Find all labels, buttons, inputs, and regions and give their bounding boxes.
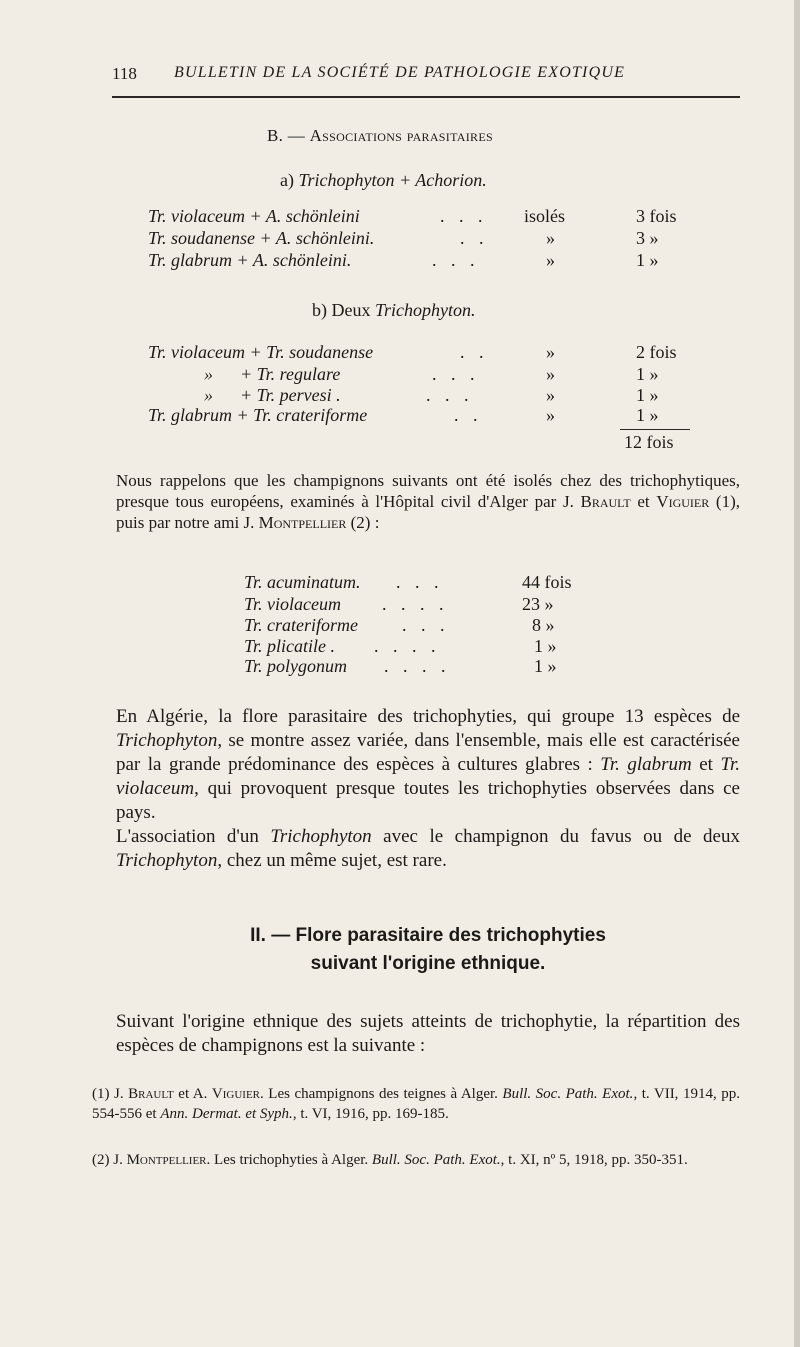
row-status: » — [546, 250, 555, 270]
text: (2) : — [346, 513, 380, 532]
text: (1) J. — [92, 1086, 129, 1102]
row-dots: . . . — [432, 364, 480, 384]
table-row — [204, 364, 708, 386]
italic-text: Tr. violaceum — [116, 754, 741, 799]
text: (1), puis par notre ami J. — [116, 492, 740, 532]
text: , chez un même sujet, est rare. — [217, 850, 447, 871]
sum-rule — [620, 429, 690, 430]
header-rule — [112, 96, 740, 98]
table-row — [148, 405, 708, 427]
author-name: Brault — [580, 492, 631, 511]
italic-text: Tr. glabrum — [600, 754, 692, 775]
text: , t. XI, nº 5, 1918, pp. 350-351. — [500, 1152, 688, 1168]
author-name: Viguier — [211, 1086, 261, 1102]
section-b-letter: B. — — [267, 126, 310, 145]
text: , t. VII, 1914, pp. 554-556 et — [92, 1086, 740, 1122]
row-status: isolés — [524, 206, 566, 226]
row-name: Tr. plicatile . — [244, 636, 336, 656]
row-count: 1 » — [534, 636, 557, 656]
row-dots: . . . — [440, 206, 488, 226]
row-status: » — [546, 385, 555, 405]
row-count: 2 fois — [636, 342, 677, 362]
table-row — [148, 250, 708, 272]
row-dots: . . . — [402, 615, 450, 635]
row-count: 1 » — [534, 656, 557, 676]
table-row — [244, 615, 644, 637]
text: , qui provoquent presque toutes les trichophyties observées dans ce pays. — [116, 778, 740, 823]
row-name: Tr. glabrum + Tr. crateriforme — [148, 405, 368, 425]
text: et — [691, 754, 721, 775]
table-row — [244, 594, 644, 616]
row-dots: . . . — [432, 250, 480, 270]
row-status: » — [546, 228, 555, 248]
paragraph-references — [116, 470, 740, 533]
italic-text: Trichophyton — [116, 730, 218, 751]
row-dots: . . . . — [382, 594, 449, 614]
row-name: Tr. soudanense + A. schönleini. — [148, 228, 375, 248]
row-name: Tr. violaceum + Tr. soudanense — [148, 342, 374, 362]
italic-text: Bull. Soc. Path. Exot. — [371, 1152, 501, 1168]
row-dots: . . — [454, 405, 483, 425]
row-count: 3 » — [636, 228, 659, 248]
paragraph-algeria — [116, 705, 740, 825]
subsection-b-heading — [312, 300, 476, 321]
table-row — [148, 228, 708, 250]
row-count: 1 » — [636, 250, 659, 270]
row-status: » — [546, 405, 555, 425]
row-dots: . . . — [426, 385, 474, 405]
row-count: 1 » — [636, 405, 659, 425]
section-2-line2: suivant l'origine ethnique. — [310, 953, 546, 974]
section-b-title: Associations parasitaires — [309, 126, 493, 145]
running-header — [112, 64, 740, 94]
row-dots: . . — [460, 228, 489, 248]
italic-text: Trichophyton — [270, 826, 372, 847]
page-number: 118 — [112, 64, 137, 83]
section-b-heading — [267, 126, 493, 146]
paragraph-ethnic: Suivant l'origine ethnique des sujets atteints de trichophytie, la répartition des espèces de champignons est la suivante : — [116, 1011, 740, 1056]
footnote-1 — [92, 1084, 740, 1124]
row-dots: . . — [460, 342, 489, 362]
italic-text: Trichophyton — [116, 850, 218, 871]
author-name: Brault — [128, 1086, 174, 1102]
row-count: 8 » — [532, 615, 555, 635]
text: , se montre assez variée, dans l'ensemble, mais elle est caractérisée par la grande prédominance des espèces à cultures glabres : — [116, 730, 740, 775]
table-row — [244, 572, 644, 594]
row-name: Tr. violaceum + A. schönleini — [148, 206, 360, 226]
text: L'association d'un — [116, 826, 271, 847]
author-name: Montpellier — [126, 1152, 207, 1168]
row-dots: . . . . — [374, 636, 441, 656]
row-status: » — [546, 364, 555, 384]
running-title: BULLETIN DE LA SOCIÉTÉ DE PATHOLOGIE EXOTIQUE — [174, 64, 626, 81]
subsection-b-label: b) Deux — [312, 300, 375, 320]
row-name: Tr. glabrum + A. schönleini. — [148, 250, 352, 270]
text: et — [630, 492, 657, 511]
table-row — [204, 385, 708, 407]
section-2-heading — [116, 922, 740, 978]
row-status: » — [546, 342, 555, 362]
table-total — [624, 432, 724, 454]
table-row — [244, 656, 644, 678]
text: avec le champignon du favus ou de deux — [371, 826, 740, 847]
subsection-b-title: Trichophyton. — [374, 300, 476, 320]
table-row — [148, 342, 708, 364]
row-name: Tr. polygonum — [244, 656, 348, 676]
row-name: » + Tr. pervesi . — [204, 385, 341, 405]
row-count: 23 » — [522, 594, 554, 614]
text: (2) J. — [92, 1152, 127, 1168]
table-row — [148, 206, 708, 228]
row-count: 1 » — [636, 364, 659, 384]
author-name: Montpellier — [258, 513, 347, 532]
text: , t. VI, 1916, pp. 169-185. — [292, 1106, 449, 1122]
text: Nous rappelons que les champignons suivants ont été isolés chez des trichophytiques, presque tous européens, examinés à l'Hôpital civil d'Alger par J. — [116, 471, 740, 511]
paragraph-association — [116, 825, 740, 873]
row-dots: . . . — [396, 572, 444, 592]
subsection-a-heading — [280, 170, 487, 191]
row-count: 44 fois — [522, 572, 572, 592]
row-name: Tr. crateriforme — [244, 615, 359, 635]
footnote-2 — [92, 1150, 740, 1170]
text: En Algérie, la flore parasitaire des trichophyties, qui groupe 13 espèces de — [116, 706, 740, 727]
italic-text: Ann. Dermat. et Syph. — [160, 1106, 293, 1122]
text: et A. — [173, 1086, 212, 1102]
text: . Les champignons des teignes à Alger. — [260, 1086, 503, 1102]
row-dots: . . . . — [384, 656, 451, 676]
row-name: Tr. violaceum — [244, 594, 341, 614]
italic-text: Bull. Soc. Path. Exot. — [502, 1086, 634, 1102]
subsection-a-label: a) — [280, 170, 299, 190]
row-name: Tr. acuminatum. — [244, 572, 361, 592]
author-name: Viguier — [656, 492, 710, 511]
page-edge — [794, 0, 800, 1347]
text: . Les trichophyties à Alger. — [206, 1152, 372, 1168]
row-name: » + Tr. regulare — [204, 364, 341, 384]
row-count: 1 » — [636, 385, 659, 405]
subsection-a-title: Trichophyton + Achorion. — [298, 170, 487, 190]
section-2-line1: II. — Flore parasitaire des trichophyties — [250, 925, 606, 946]
total-count: 12 fois — [624, 432, 674, 452]
row-count: 3 fois — [636, 206, 677, 226]
table-row — [244, 636, 644, 658]
